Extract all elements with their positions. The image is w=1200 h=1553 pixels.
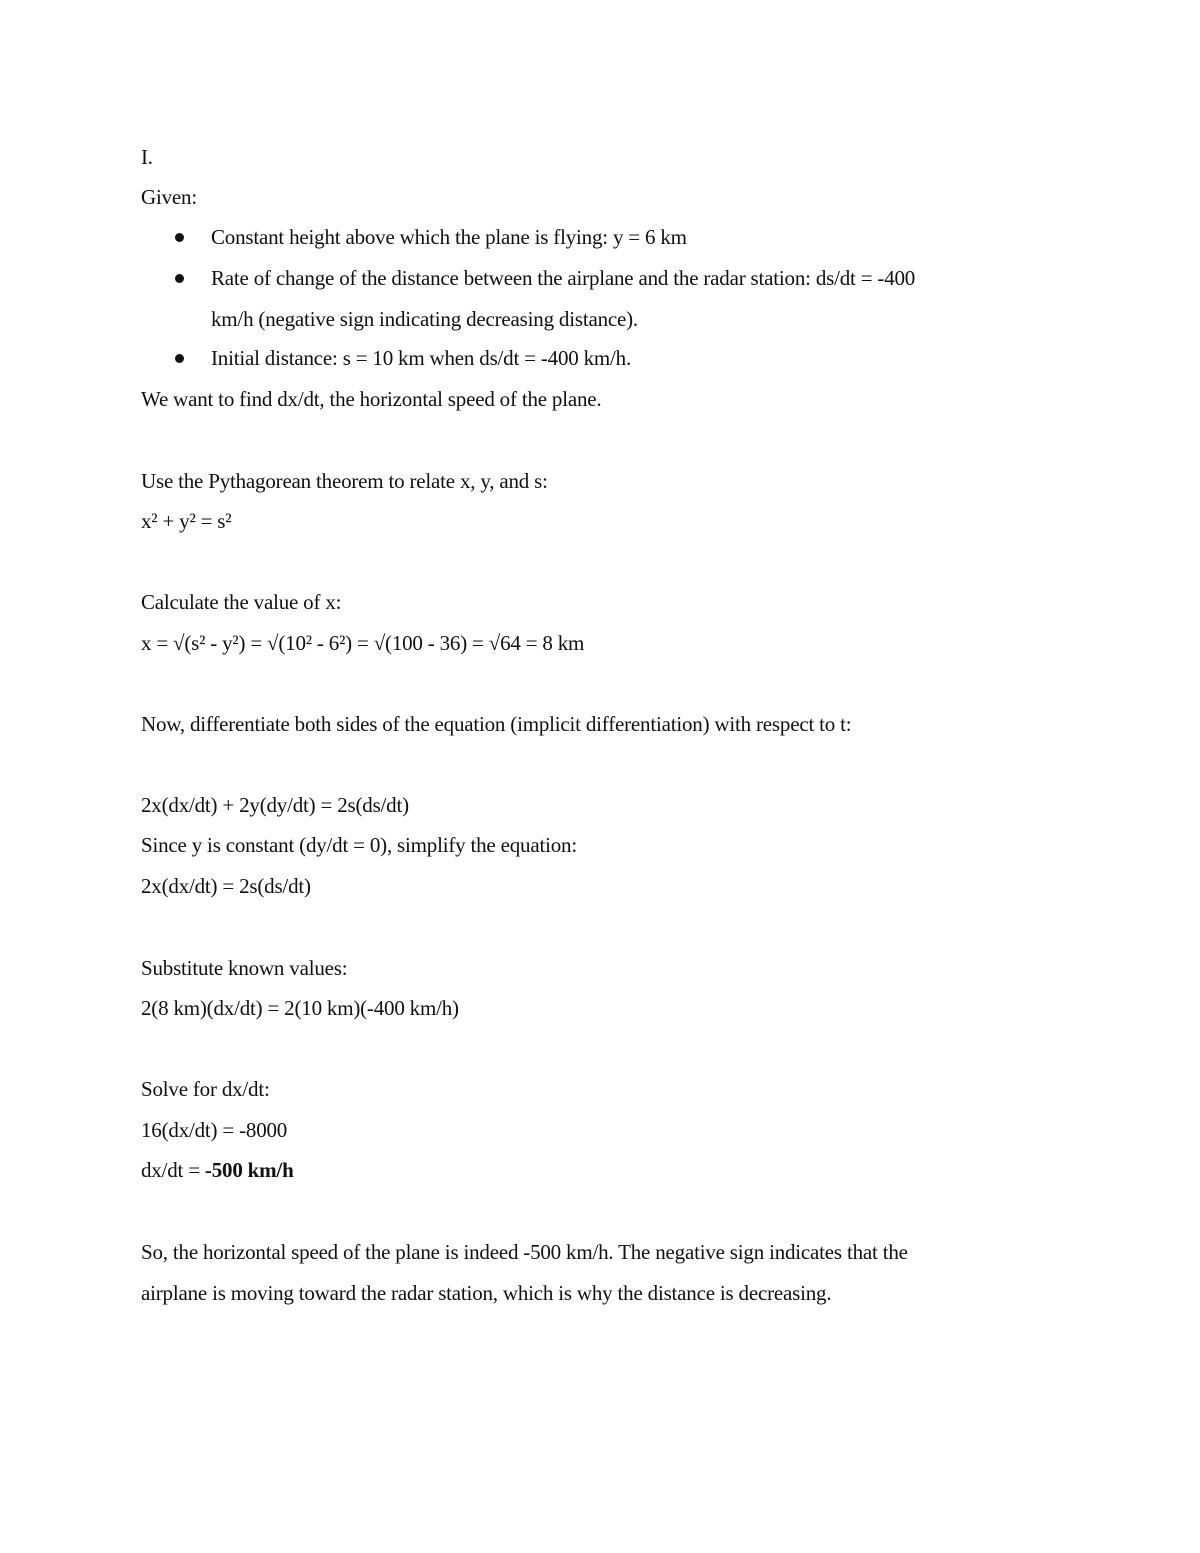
goal-statement: We want to find dx/dt, the horizontal speed of the plane. [141, 387, 602, 411]
simplified-equation: 2x(dx/dt) = 2s(ds/dt) [141, 874, 311, 898]
result-prefix: dx/dt = [141, 1158, 205, 1182]
solve-step: 16(dx/dt) = -8000 [141, 1118, 288, 1142]
conclusion-line1: So, the horizontal speed of the plane is indeed -500 km/h. The negative sign indicates that the [141, 1240, 908, 1264]
section-number: I. [141, 145, 153, 169]
simplify-intro: Since y is constant (dy/dt = 0), simplify the equation: [141, 833, 577, 857]
pythagorean-equation: x² + y² = s² [141, 509, 232, 533]
substitute-intro: Substitute known values: [141, 956, 348, 980]
result-value: -500 km/h [204, 1158, 294, 1182]
bullet-icon [175, 233, 184, 242]
differentiate-equation: 2x(dx/dt) + 2y(dy/dt) = 2s(ds/dt) [141, 793, 409, 817]
given-item-initial-distance: Initial distance: s = 10 km when ds/dt = -400 km/h. [211, 346, 632, 370]
bullet-icon [175, 274, 184, 283]
given-item-rate-line1: Rate of change of the distance between the airplane and the radar station: ds/dt = -400 [211, 266, 916, 290]
solve-result [141, 1156, 294, 1184]
solve-intro: Solve for dx/dt: [141, 1077, 270, 1101]
bullet-icon [175, 354, 184, 363]
substitute-equation: 2(8 km)(dx/dt) = 2(10 km)(-400 km/h) [141, 996, 459, 1020]
given-item-rate-line2: km/h (negative sign indicating decreasing distance). [211, 307, 638, 331]
differentiate-intro: Now, differentiate both sides of the equation (implicit differentiation) with respect to t: [141, 712, 852, 736]
pythagorean-intro: Use the Pythagorean theorem to relate x, y, and s: [141, 469, 548, 493]
given-item-height: Constant height above which the plane is flying: y = 6 km [211, 225, 687, 249]
given-heading: Given: [141, 185, 197, 209]
calculate-x-equation: x = √(s² - y²) = √(10² - 6²) = √(100 - 36) = √64 = 8 km [141, 631, 585, 655]
conclusion-line2: airplane is moving toward the radar station, which is why the distance is decreasing. [141, 1281, 832, 1305]
calculate-x-intro: Calculate the value of x: [141, 590, 342, 614]
